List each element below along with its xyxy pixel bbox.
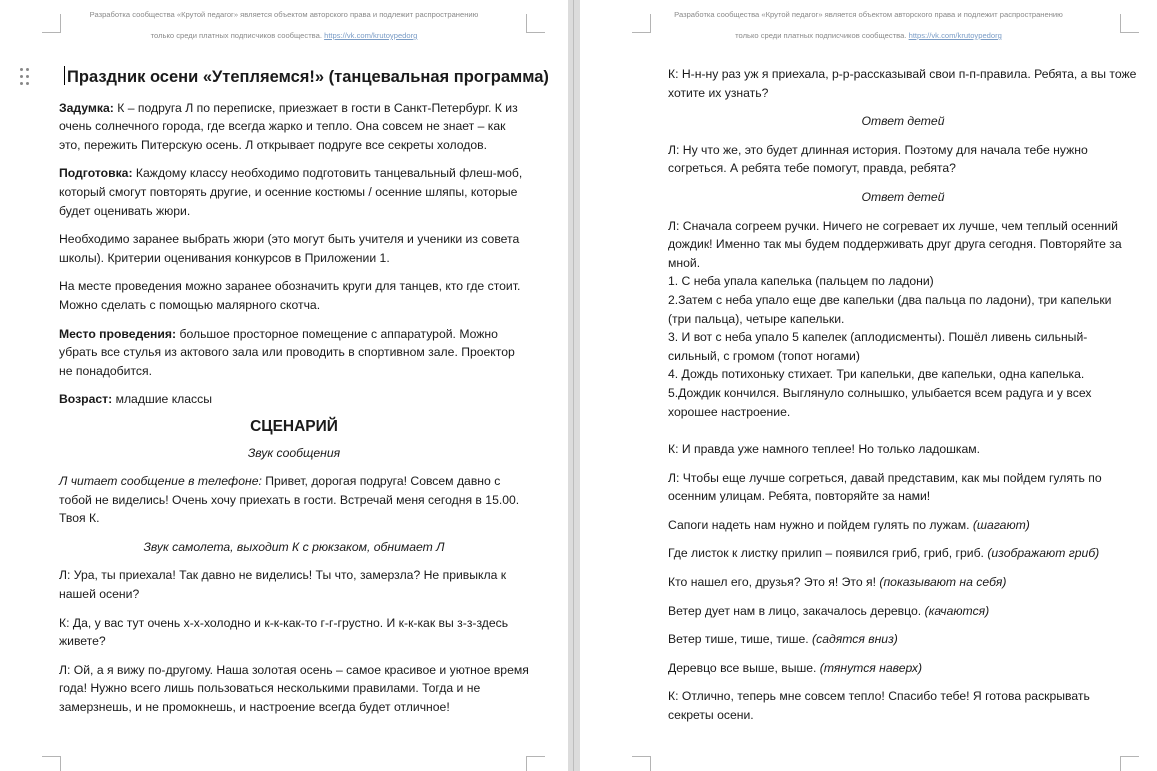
paragraph-venue[interactable]: Место проведения: большое просторное помещение с аппаратурой. Можно убрать все стулья из актового зала или проводить в спортивном зале. Проектор не понадобится. bbox=[59, 326, 515, 378]
dialogue-line[interactable]: Л: Чтобы еще лучше согреться, давай представим, как мы пойдем гулять по осенним улицам. Ребята, повторяйте за нами! bbox=[668, 470, 1102, 504]
margin-corner-mark bbox=[42, 756, 61, 771]
paragraph-jury[interactable]: Необходимо заранее выбрать жюри (это могут быть учителя и ученики из совета школы). Критерии оценивания конкурсов в Приложении 1. bbox=[59, 232, 520, 265]
page-header-line1: Разработка сообщества «Крутой педагог» является объектом авторского права и подлежит распространению bbox=[89, 10, 479, 19]
margin-corner-mark bbox=[526, 14, 545, 33]
rhyme-line[interactable]: Кто нашел его, друзья? Это я! Это я! (показывают на себя) bbox=[668, 575, 1007, 590]
stage-direction-message-sound[interactable]: Звук сообщения bbox=[247, 445, 341, 460]
paragraph-circles[interactable]: На месте проведения можно заранее обозначить круги для танцев, кто где стоит. Можно сделать с помощью малярного скотча. bbox=[59, 279, 521, 312]
page-divider bbox=[573, 0, 574, 771]
paragraph-preparation[interactable]: Подготовка: Каждому классу необходимо подготовить танцевальный флеш-моб, который смогут повторять другие, и осенние костюмы / осенние шляпы, которые будет оценивать жюри. bbox=[59, 166, 523, 218]
document-title[interactable]: Праздник осени «Утепляемся!» (танцевальная программа) bbox=[64, 66, 529, 87]
scenario-heading[interactable]: СЦЕНАРИЙ bbox=[250, 417, 338, 435]
rhyme-line[interactable]: Ветер дует нам в лицо, закачалось деревцо. (качаются) bbox=[668, 603, 990, 618]
page-header-line2: только среди платных подписчиков сообщества. https://vk.com/krutoypedorg bbox=[735, 31, 1002, 40]
dialogue-line[interactable]: Л: Ну что же, это будет длинная история. Поэтому для начала тебе нужно согреться. А ребята тебе помогут, правда, ребята? bbox=[668, 142, 1088, 176]
margin-corner-mark bbox=[526, 756, 545, 771]
list-item[interactable]: 3. И вот с неба упало 5 капелек (аплодисменты). Пошёл ливень сильный-сильный, с громом (топот ногами) bbox=[668, 330, 1088, 363]
page-header-line2: только среди платных подписчиков сообщества. https://vk.com/krutoypedorg bbox=[150, 31, 418, 40]
page-body-right bbox=[668, 65, 1138, 725]
list-item[interactable]: 1. С неба упала капелька (пальцем по ладони) bbox=[668, 274, 934, 289]
margin-corner-mark bbox=[1120, 14, 1139, 33]
margin-corner-mark bbox=[42, 14, 61, 33]
list-item[interactable]: 4. Дождь потихоньку стихает. Три капельки, две капельки, одна капелька. bbox=[668, 367, 1085, 382]
dialogue-line[interactable]: К: Да, у вас тут очень х-х-холодно и к-к-как-то г-г-грустно. И к-к-как вы з-з-здесь живете? bbox=[59, 615, 509, 649]
margin-corner-mark bbox=[632, 756, 651, 771]
document-page-left bbox=[0, 0, 568, 771]
margin-corner-mark bbox=[1120, 756, 1139, 771]
rhyme-line[interactable]: Где листок к листку прилип – появился гриб, гриб, гриб. (изображают гриб) bbox=[668, 546, 1100, 561]
paragraph-idea[interactable]: Задумка: К – подруга Л по переписке, приезжает в гости в Санкт-Петербург. К из очень солнечного города, где всегда жарко и тепло. Она совсем не знает – как это, пережить Питерскую осень. Л открывает подруге все секреты холодов. bbox=[59, 100, 518, 152]
stage-direction-plane-sound[interactable]: Звук самолета, выходит К с рюкзаком, обнимает Л bbox=[143, 539, 445, 554]
paragraph-message[interactable]: Л читает сообщение в телефоне: Привет, дорогая подруга! Совсем давно с тобой не виделись! Очень хочу приехать в гости. Встречай меня сегодня в 15.00. Твоя К. bbox=[59, 474, 520, 526]
page-gutter bbox=[568, 0, 580, 771]
block-drag-handle-icon[interactable] bbox=[20, 68, 32, 88]
rhyme-line[interactable]: Сапоги надеть нам нужно и пойдем гулять по лужам. (шагают) bbox=[668, 517, 1030, 532]
dialogue-line[interactable]: Л: Ой, а я вижу по-другому. Наша золотая осень – самое красивое и уютное время года! Нужно всего лишь пользоваться несколькими правилами. Тогда и не замерзнешь, и не промокнешь, и настроение всегда будет отличное! bbox=[59, 662, 529, 715]
list-item[interactable]: 5.Дождик кончился. Выглянуло солнышко, улыбается всем радуга и у всех хорошее настроение. bbox=[668, 385, 1092, 419]
page-body-left bbox=[59, 66, 549, 717]
header-link[interactable]: https://vk.com/krutoypedorg bbox=[324, 31, 418, 40]
stage-direction-answer[interactable]: Ответ детей bbox=[861, 114, 945, 129]
dialogue-line[interactable]: К: И правда уже намного теплее! Но только ладошкам. bbox=[668, 442, 981, 457]
dialogue-line[interactable]: К: Н-н-ну раз уж я приехала, р-р-рассказывай свои п-п-правила. Ребята, а вы тоже хотите их узнать? bbox=[668, 67, 1137, 100]
page-header-line1: Разработка сообщества «Крутой педагог» является объектом авторского права и подлежит распространению bbox=[674, 10, 1063, 19]
text-cursor bbox=[64, 66, 65, 85]
stage-direction-answer[interactable]: Ответ детей bbox=[861, 189, 945, 204]
document-page-right bbox=[580, 0, 1157, 771]
list-item[interactable]: 2.Затем с неба упало еще две капельки (два пальца по ладони), три капельки (три пальца), четыре капельки. bbox=[668, 292, 1112, 326]
rhyme-line[interactable]: Деревцо все выше, выше. (тянутся наверх) bbox=[668, 660, 923, 675]
dialogue-line[interactable]: Л: Ура, ты приехала! Так давно не виделись! Ты что, замерзла? Не привыкла к нашей осени? bbox=[59, 568, 507, 602]
header-link[interactable]: https://vk.com/krutoypedorg bbox=[908, 31, 1002, 40]
paragraph-age[interactable]: Возраст: младшие классы bbox=[59, 392, 212, 407]
dialogue-line[interactable]: Л: Сначала согреем ручки. Ничего не согревает их лучше, чем теплый осенний дождик! Именно так мы будем поддерживать друг друга сегодня. Повторяйте за мной. bbox=[668, 218, 1122, 270]
margin-corner-mark bbox=[632, 14, 651, 33]
rhyme-line[interactable]: Ветер тише, тише, тише. (садятся вниз) bbox=[668, 632, 898, 647]
dialogue-line[interactable]: К: Отлично, теперь мне совсем тепло! Спасибо тебе! Я готова раскрывать секреты осени. bbox=[668, 689, 1090, 723]
